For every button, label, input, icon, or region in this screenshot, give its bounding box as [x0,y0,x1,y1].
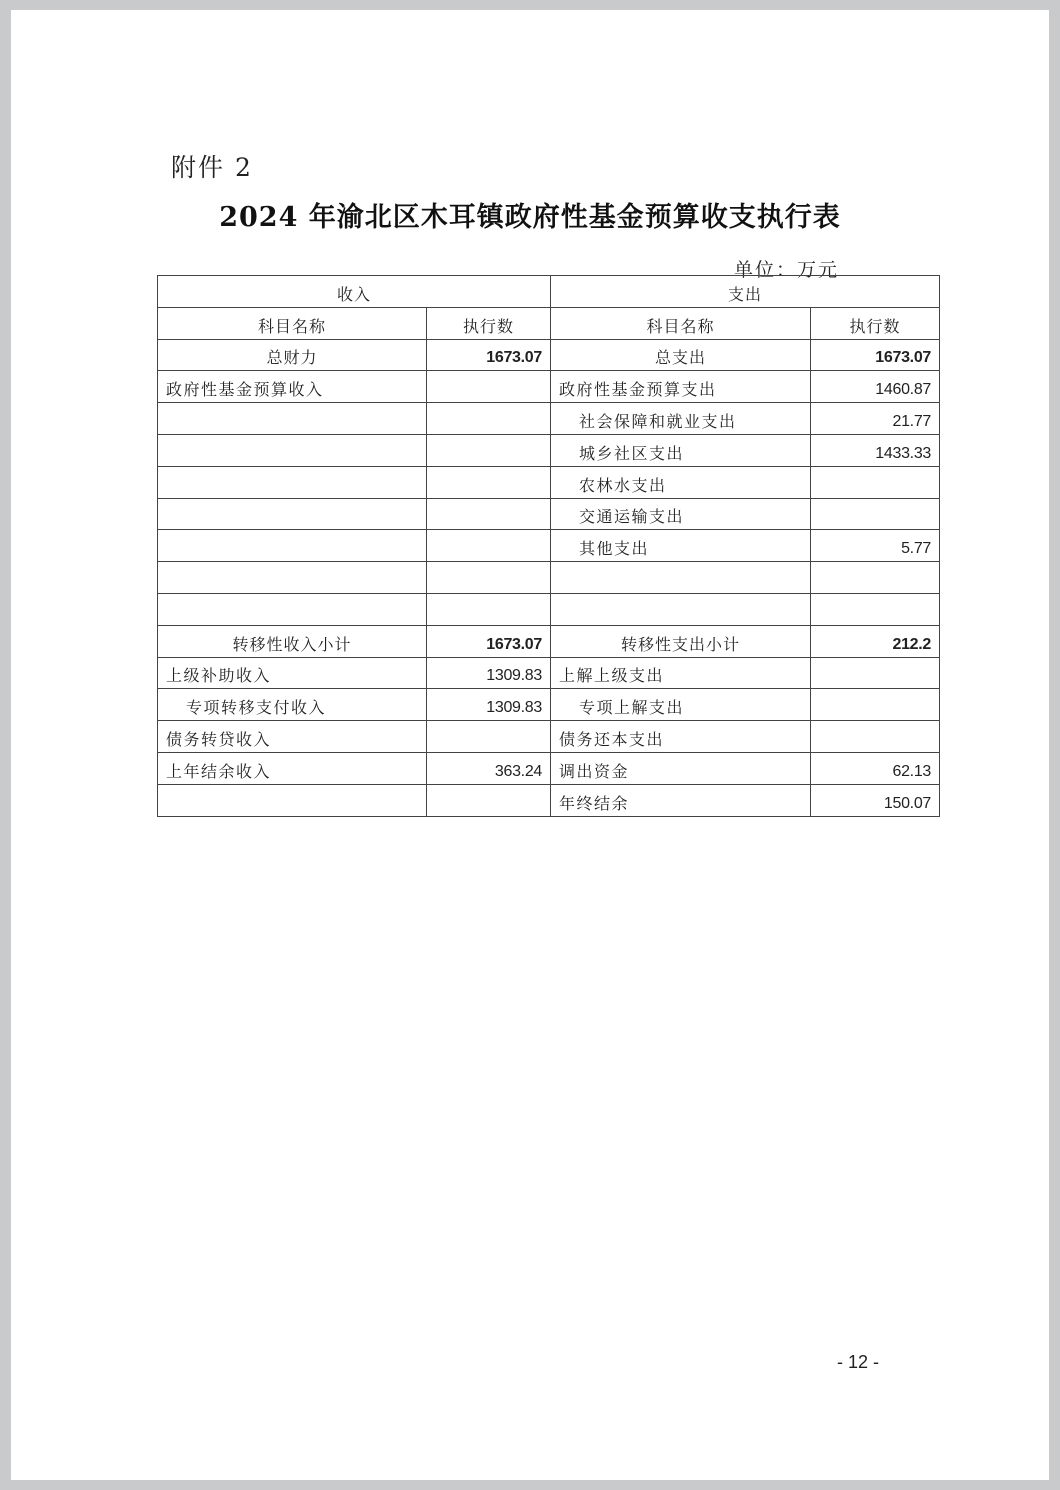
table-row [158,371,940,403]
income-amount-cell: 1309.83 [427,657,551,689]
document-page [11,10,1049,1480]
expense-amount-cell [811,466,940,498]
expense-amount-cell: 62.13 [811,752,940,784]
page-number: - 12 - [837,1352,880,1372]
income-amount-cell [427,784,551,816]
income-amount-cell [427,593,551,625]
table-row [158,752,940,784]
income-name-cell: 上级补助收入 [158,657,427,689]
table-row [158,466,940,498]
expense-name-cell: 年终结余 [551,784,811,816]
table-row [158,689,940,721]
table-row [158,403,940,435]
expense-name-cell: 调出资金 [551,752,811,784]
table-row [158,625,940,657]
expense-amount-cell [811,498,940,530]
income-amount-cell [427,434,551,466]
income-amount-cell: 1309.83 [427,689,551,721]
income-name-header: 科目名称 [158,307,427,339]
expense-amount-cell: 1460.87 [811,371,940,403]
attachment-label: 附件 2 [171,153,253,182]
income-name-cell [158,498,427,530]
table-group-header-row [158,276,940,308]
table-row [158,593,940,625]
income-name-cell [158,466,427,498]
table-row [158,434,940,466]
expense-amount-cell: 1433.33 [811,434,940,466]
income-amount-cell: 363.24 [427,752,551,784]
expense-amount-cell: 150.07 [811,784,940,816]
table-row [158,657,940,689]
income-name-cell: 转移性收入小计 [158,625,427,657]
expense-name-cell: 债务还本支出 [551,721,811,753]
income-amount-cell: 1673.07 [427,625,551,657]
income-name-cell: 总财力 [158,339,427,371]
expense-amount-cell: 1673.07 [811,339,940,371]
income-name-cell [158,434,427,466]
expense-name-cell: 其他支出 [551,530,811,562]
expense-amount-cell [811,689,940,721]
income-name-cell [158,784,427,816]
income-name-cell [158,403,427,435]
expense-name-cell: 总支出 [551,339,811,371]
expense-amount-header: 执行数 [811,307,940,339]
income-amount-cell [427,530,551,562]
income-name-cell: 专项转移支付收入 [158,689,427,721]
expense-name-cell: 上解上级支出 [551,657,811,689]
table-row [158,784,940,816]
income-name-cell [158,530,427,562]
income-amount-header: 执行数 [427,307,551,339]
table-row [158,498,940,530]
table-row [158,530,940,562]
table-column-header-row [158,307,940,339]
income-amount-cell [427,403,551,435]
expense-name-cell: 农林水支出 [551,466,811,498]
table-row [158,339,940,371]
income-name-cell [158,562,427,594]
budget-table [157,275,940,817]
expense-name-cell: 转移性支出小计 [551,625,811,657]
expense-amount-cell: 212.2 [811,625,940,657]
income-name-cell: 政府性基金预算收入 [158,371,427,403]
expense-amount-cell [811,562,940,594]
income-name-cell: 债务转贷收入 [158,721,427,753]
income-amount-cell [427,721,551,753]
expense-amount-cell [811,593,940,625]
expense-name-cell [551,593,811,625]
income-amount-cell [427,562,551,594]
expense-name-cell: 社会保障和就业支出 [551,403,811,435]
expense-amount-cell [811,657,940,689]
expense-name-header: 科目名称 [551,307,811,339]
expense-name-cell: 政府性基金预算支出 [551,371,811,403]
table-row [158,721,940,753]
expense-name-cell [551,562,811,594]
income-amount-cell [427,498,551,530]
expense-header: 支出 [551,276,940,308]
income-amount-cell [427,466,551,498]
table-row [158,562,940,594]
expense-name-cell: 交通运输支出 [551,498,811,530]
unit-label: 单位：万元 [734,259,840,281]
page-title: 2024 年渝北区木耳镇政府性基金预算收支执行表 [219,202,841,233]
income-amount-cell [427,371,551,403]
income-header: 收入 [158,276,551,308]
expense-amount-cell: 21.77 [811,403,940,435]
expense-name-cell: 专项上解支出 [551,689,811,721]
expense-name-cell: 城乡社区支出 [551,434,811,466]
income-amount-cell: 1673.07 [427,339,551,371]
expense-amount-cell [811,721,940,753]
income-name-cell [158,593,427,625]
expense-amount-cell: 5.77 [811,530,940,562]
income-name-cell: 上年结余收入 [158,752,427,784]
